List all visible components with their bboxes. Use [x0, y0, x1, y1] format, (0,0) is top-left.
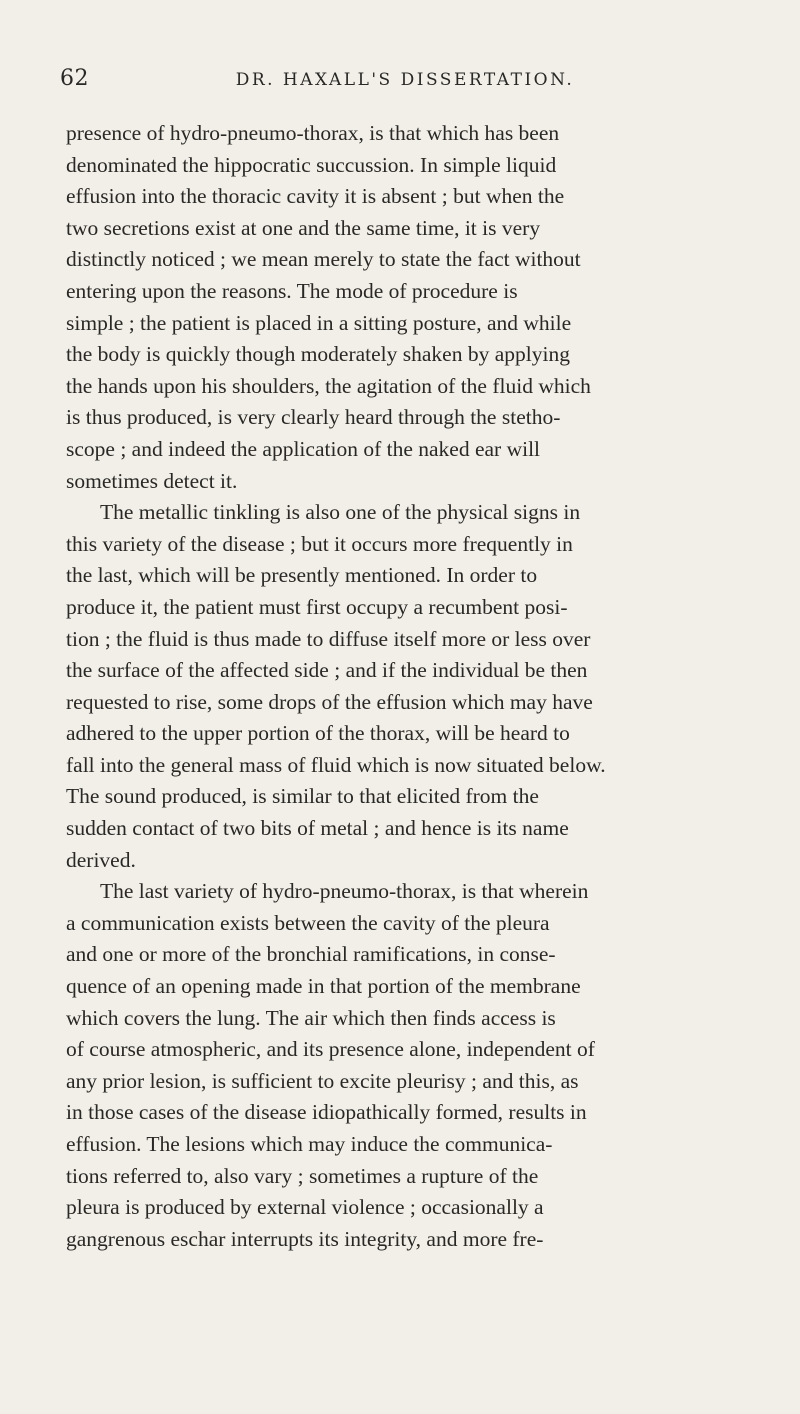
text-line: fall into the general mass of fluid which is now situated below. — [66, 752, 606, 777]
text-line: The metallic tinkling is also one of the physical signs in — [100, 500, 581, 525]
text-line: effusion into the thoracic cavity it is absent ; but when the — [66, 184, 565, 209]
text-line: adhered to the upper portion of the thorax, will be heard to — [66, 721, 570, 746]
text-line: sudden contact of two bits of metal ; and hence is its name — [66, 816, 569, 841]
text-line: tion ; the fluid is thus made to diffuse itself more or less over — [66, 626, 591, 651]
text-line: entering upon the reasons. The mode of procedure is — [66, 278, 518, 303]
text-line: The last variety of hydro-pneumo-thorax, is that wherein — [100, 879, 589, 904]
text-line: of course atmospheric, and its presence alone, independent of — [66, 1037, 595, 1062]
text-line: requested to rise, some drops of the effusion which may have — [66, 689, 593, 714]
text-line: and one or more of the bronchial ramifications, in conse- — [66, 942, 556, 967]
text-line: gangrenous eschar interrupts its integrity, and more fre- — [66, 1226, 544, 1251]
paragraph-1 — [66, 118, 736, 497]
text-line: pleura is produced by external violence ; occasionally a — [66, 1195, 544, 1220]
text-line: tions referred to, also vary ; sometimes a rupture of the — [66, 1163, 539, 1188]
text-line: quence of an opening made in that portion of the membrane — [66, 974, 581, 999]
page-number: 62 — [60, 66, 89, 91]
text-line: simple ; the patient is placed in a sitting posture, and while — [66, 310, 572, 335]
text-line: any prior lesion, is sufficient to excite pleurisy ; and this, as — [66, 1068, 579, 1093]
text-line: produce it, the patient must first occupy a recumbent posi- — [66, 594, 568, 619]
text-line: the surface of the affected side ; and if the individual be then — [66, 658, 588, 683]
text-line: the last, which will be presently mentioned. In order to — [66, 563, 538, 588]
paragraph-3 — [66, 876, 736, 1255]
text-line: derived. — [66, 847, 136, 872]
text-line: two secretions exist at one and the same time, it is very — [66, 215, 541, 240]
text-line: is thus produced, is very clearly heard through the stetho- — [66, 405, 561, 430]
text-line: effusion. The lesions which may induce the communica- — [66, 1132, 553, 1156]
text-line: which covers the lung. The air which then finds access is — [66, 1005, 556, 1030]
text-line: denominated the hippocratic succussion. In simple liquid — [66, 152, 557, 177]
text-line: scope ; and indeed the application of the naked ear will — [66, 436, 541, 461]
text-line: the hands upon his shoulders, the agitation of the fluid which — [66, 373, 591, 398]
text-line: the body is quickly though moderately shaken by applying — [66, 342, 570, 367]
text-line: this variety of the disease ; but it occurs more frequently in — [66, 531, 573, 556]
text-line: distinctly noticed ; we mean merely to state the fact without — [66, 247, 581, 272]
text-line: The sound produced, is similar to that elicited from the — [66, 784, 539, 809]
text-line: in those cases of the disease idiopathically formed, results in — [66, 1100, 587, 1125]
body-text — [66, 118, 736, 1255]
text-line: presence of hydro-pneumo-thorax, is that which has been — [66, 121, 560, 145]
running-title: DR. HAXALL'S DISSERTATION. — [235, 70, 575, 90]
text-line: sometimes detect it. — [66, 468, 238, 493]
paragraph-2 — [66, 497, 736, 876]
text-line: a communication exists between the cavity of the pleura — [66, 910, 550, 935]
page-header — [60, 66, 750, 106]
